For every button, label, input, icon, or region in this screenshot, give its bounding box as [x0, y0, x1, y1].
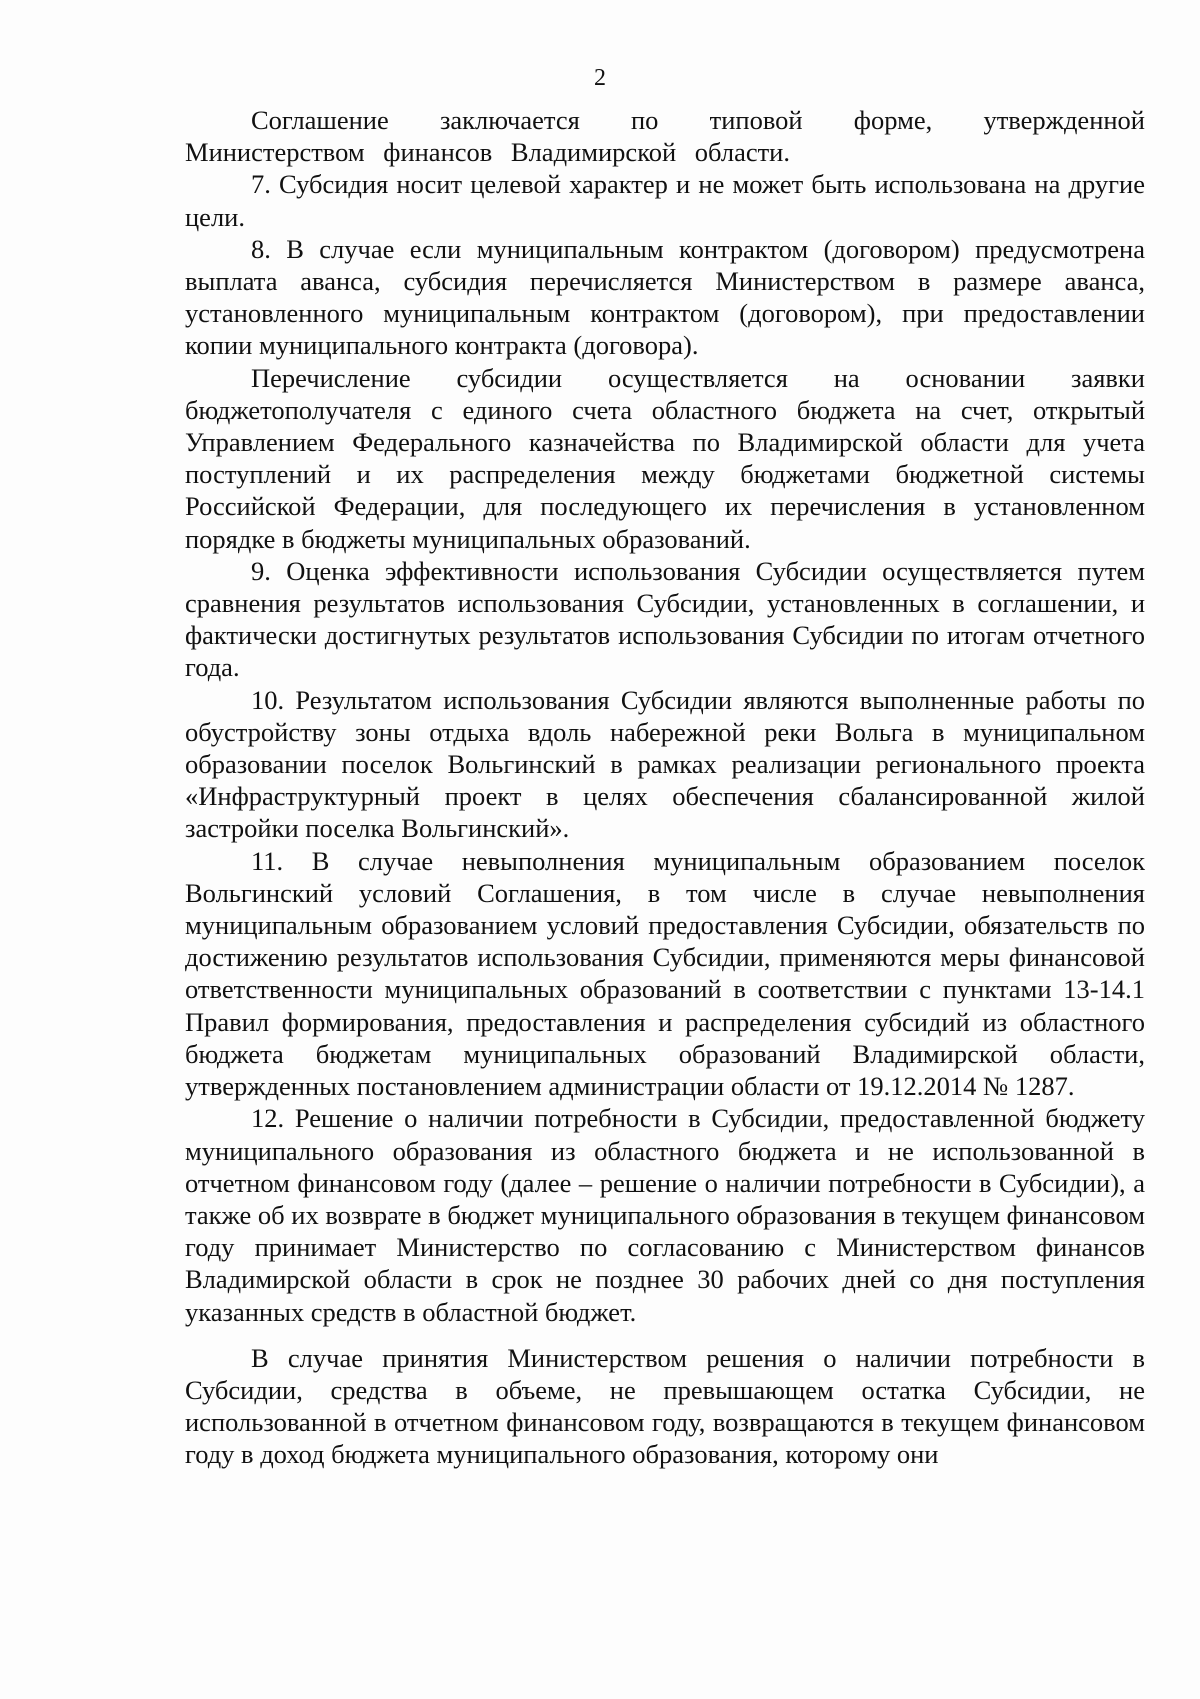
paragraph-12: 12. Решение о наличии потребности в Субсидии, предоставленной бюджету муниципального образования из областного бюджета и не использованной в отчетном финансовом году (далее – решение о наличии потребности в Субсидии), а также об их возврате в бюджет муниципального образования в текущем финансовом году принимает Министерство по согласованию с Министерством финансов Владимирской области в срок не позднее 30 рабочих дней со дня поступления указанных средств в областной бюджет. [185, 1103, 1145, 1327]
paragraph-8: 8. В случае если муниципальным контрактом (договором) предусмотрена выплата аванса, субсидия перечисляется Министерством в размере аванса, установленного муниципальным контрактом (договором), при предоставлении копии муниципального контракта (договора). [185, 233, 1145, 361]
paragraph-10: 10. Результатом использования Субсидии являются выполненные работы по обустройству зоны отдыха вдоль набережной реки Вольга в муниципальном образовании поселок Вольгинский в рамках реализации регионального проекта «Инфраструктурный проект в целях обеспечения сбалансированной жилой застройки поселка Вольгинский». [185, 684, 1145, 844]
paragraph-7: 7. Субсидия носит целевой характер и не может быть использована на другие цели. [185, 169, 1145, 232]
paragraph-agreement-form: Соглашение заключается по типовой форме, утвержденной Министерством финансов Владимирской области. [185, 105, 1145, 168]
paragraph-9: 9. Оценка эффективности использования Субсидии осуществляется путем сравнения результатов использования Субсидии, установленных в соглашении, и фактически достигнутых результатов использования Субсидии по итогам отчетного года. [185, 555, 1145, 683]
paragraph-11: 11. В случае невыполнения муниципальным образованием поселок Вольгинский условий Соглашения, в том числе в случае невыполнения муниципальным образованием условий предоставления Субсидии, обязательств по достижению результатов использования Субсидии, применяются меры финансовой ответственности муниципальных образований в соответствии с пунктами 13-14.1 Правил формирования, предоставления и распределения субсидий из областного бюджета бюджетам муниципальных образований Владимирской области, утвержденных постановлением администрации области от 19.12.2014 № 1287. [185, 845, 1145, 1102]
document-body [185, 104, 1145, 1471]
page-number: 2 [594, 65, 606, 91]
paragraph-transfer: Перечисление субсидии осуществляется на основании заявки бюджетополучателя с единого счета областного бюджета на счет, открытый Управлением Федерального казначейства по Владимирской области для учета поступлений и их распределения между бюджетами бюджетной системы Российской Федерации, для последующего их перечисления в установленном порядке в бюджеты муниципальных образований. [185, 362, 1145, 554]
paragraph-need-decision: В случае принятия Министерством решения о наличии потребности в Субсидии, средства в объеме, не превышающем остатка Субсидии, не использованной в отчетном финансовом году, возвращаются в текущем финансовом году в доход бюджета муниципального образования, которому они [185, 1342, 1145, 1470]
